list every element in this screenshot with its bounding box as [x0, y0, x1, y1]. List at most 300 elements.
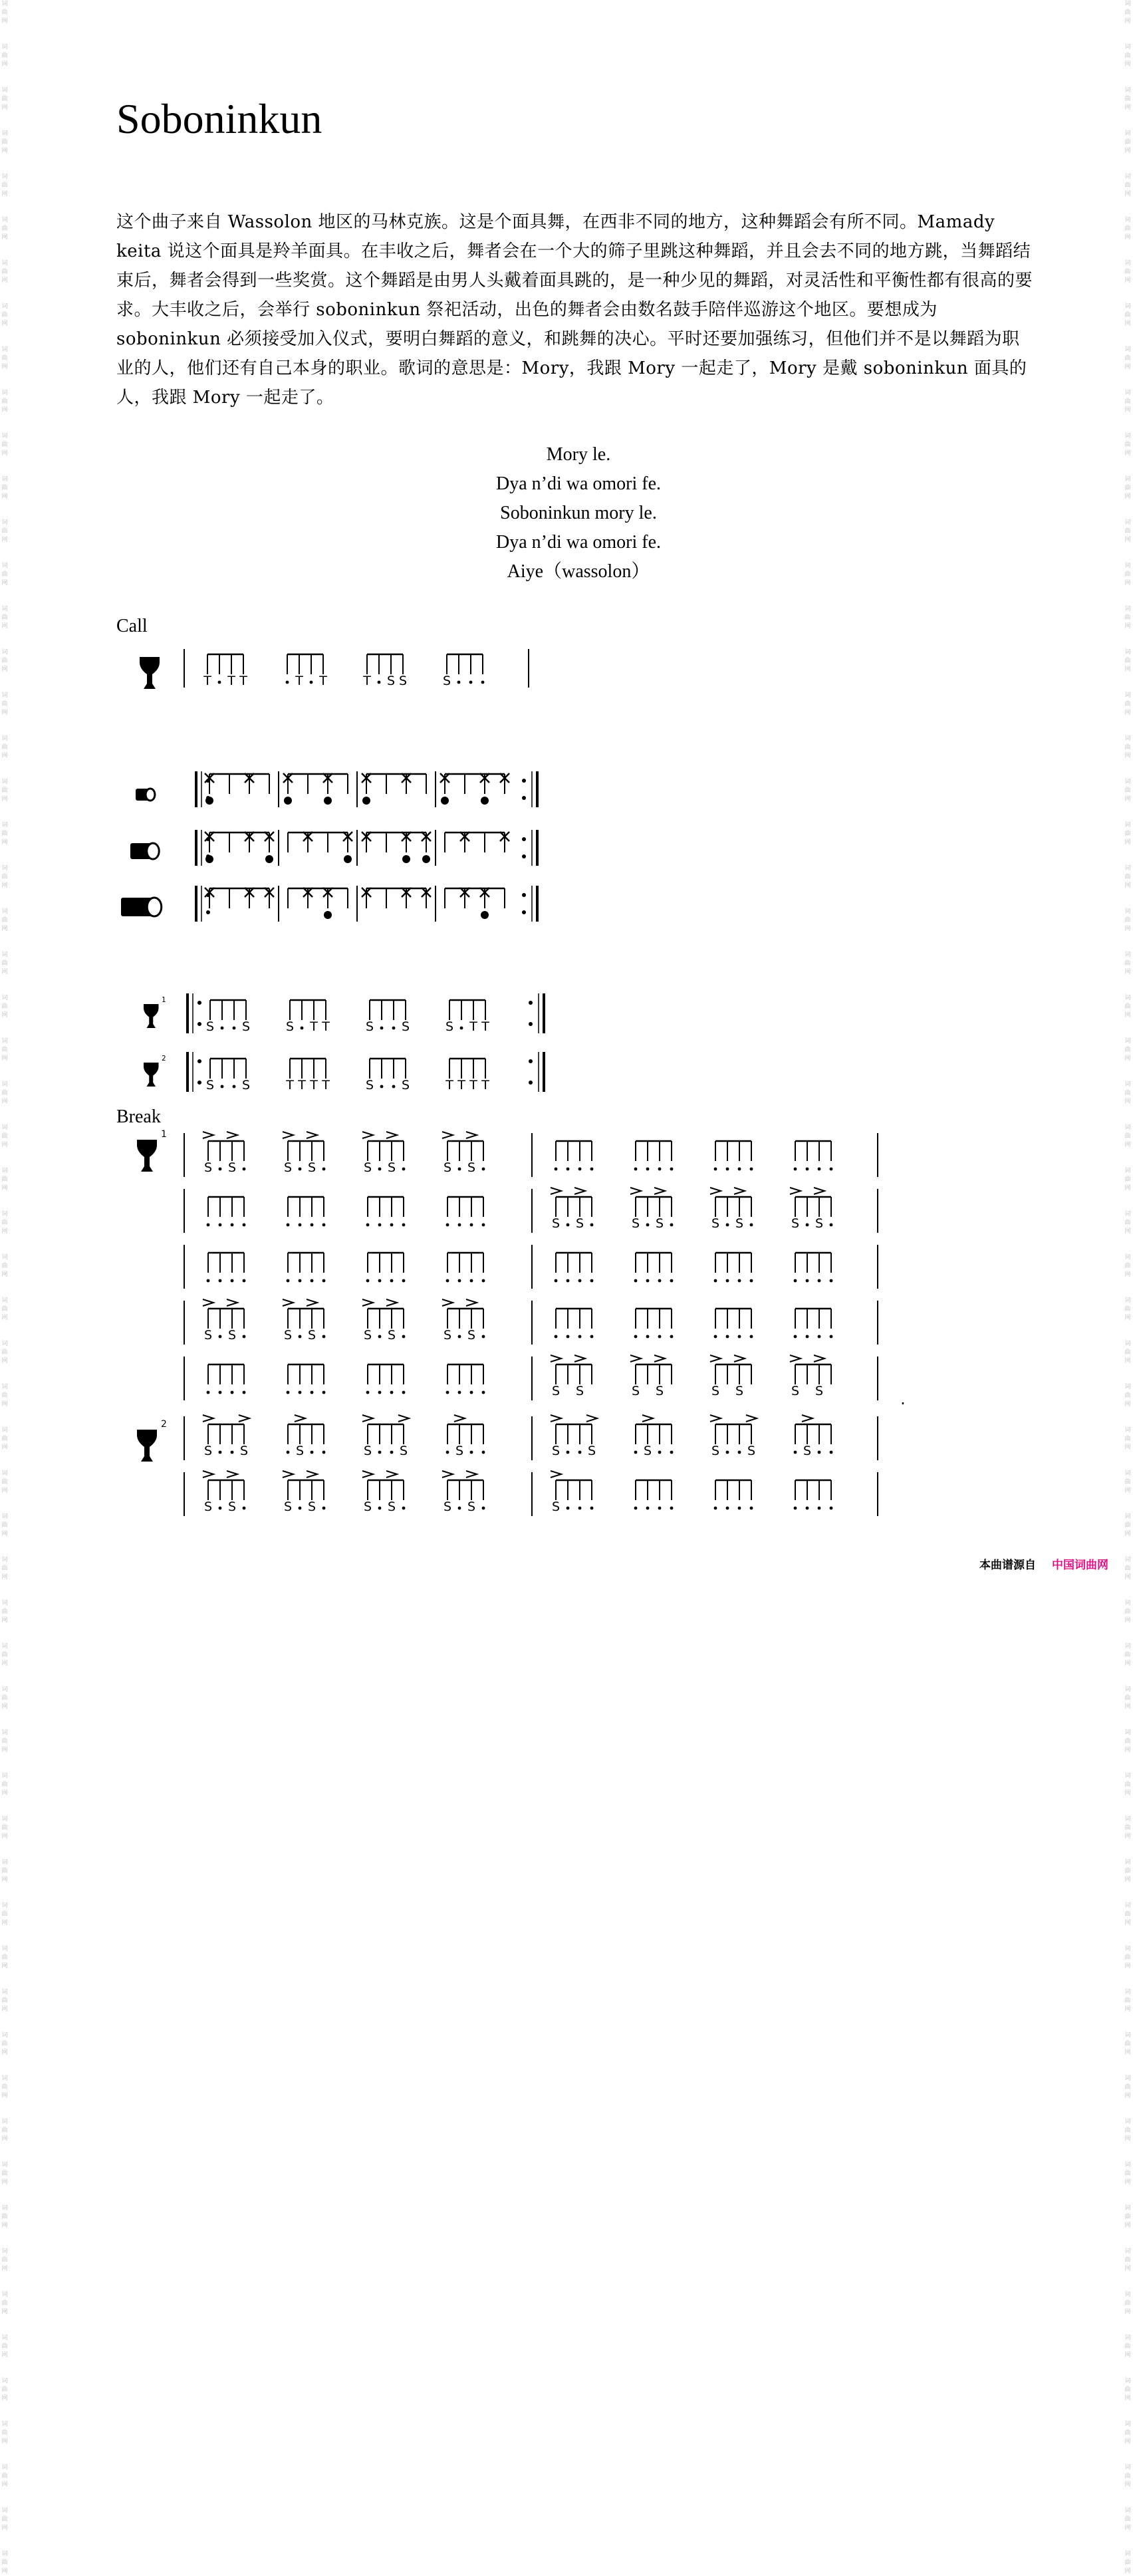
rest-dot [646, 1224, 650, 1227]
note-letter: S [711, 1384, 720, 1398]
rest-dot [446, 1224, 449, 1227]
bell-stroke [344, 855, 352, 863]
dunun-head [147, 843, 159, 859]
rest-dot [658, 1335, 662, 1339]
rest-dot [714, 1168, 717, 1171]
rest-dot [310, 681, 313, 684]
rest-dot [458, 1391, 461, 1394]
note-letter: S [307, 1328, 316, 1343]
note-letter: S [711, 1216, 720, 1231]
note-letter: S [467, 1328, 476, 1343]
note-letter: T [298, 1078, 306, 1093]
accent-mark [203, 1471, 213, 1478]
note-letter: S [387, 1160, 396, 1175]
footer-site-link[interactable]: 中国词曲网 [1052, 1559, 1108, 1572]
note-letter: S [307, 1160, 316, 1175]
repeat-dot [522, 837, 526, 841]
note-letter: S [401, 1019, 410, 1034]
rest-dot [378, 1224, 382, 1227]
note-letter: S [643, 1444, 652, 1458]
rest-dot [219, 1279, 222, 1283]
rest-dot [378, 1507, 382, 1510]
note-letter: S [283, 1499, 293, 1514]
accent-mark [442, 1299, 453, 1306]
note-letter: S [387, 1499, 396, 1514]
rest-dot [830, 1335, 833, 1339]
accent-mark [802, 1415, 813, 1422]
note-letter: S [791, 1216, 800, 1231]
rest-dot [566, 1507, 570, 1510]
bell-stroke [324, 911, 332, 919]
rest-dot [830, 1279, 833, 1283]
note-letter: T [239, 674, 247, 688]
rest-dot [566, 1451, 570, 1454]
rest-dot [806, 1507, 809, 1510]
rest-dot [470, 1224, 473, 1227]
note-letter: S [655, 1384, 664, 1398]
note-letter: S [443, 1499, 452, 1514]
rest-dot [392, 1085, 396, 1089]
note-letter: S [283, 1160, 293, 1175]
rest-dot [670, 1451, 674, 1454]
rest-dot [243, 1391, 246, 1394]
lyric-line: Aiye（wassolon） [507, 561, 650, 582]
rest-dot [750, 1507, 753, 1510]
rest-dot [322, 1507, 326, 1510]
note-letter: T [203, 674, 211, 688]
accent-mark [386, 1132, 397, 1138]
rest-dot [231, 1279, 234, 1283]
note-letter: T [322, 1019, 330, 1034]
rest-dot [458, 1279, 461, 1283]
rest-dot [219, 1451, 222, 1454]
accent-mark [227, 1299, 237, 1306]
repeat-dot [529, 1001, 533, 1005]
rest-dot [286, 681, 289, 684]
accent-mark [442, 1132, 453, 1138]
note-letter: T [310, 1019, 318, 1034]
rest-dot [231, 1224, 234, 1227]
rest-dot [311, 1224, 314, 1227]
rest-dot [590, 1335, 594, 1339]
accent-mark [466, 1471, 477, 1478]
rest-dot [219, 1335, 222, 1339]
rest-dot [482, 1391, 485, 1394]
rest-dot [380, 1085, 384, 1089]
note-letter: S [551, 1384, 561, 1398]
watermark-text: 词 曲 网 词 曲 网 词 曲 网 词 曲 网 词 曲 网 词 曲 网 词 曲 网 词 曲 网 词 曲 网 词 曲 网 词 曲 网 词 曲 网 词 曲 网 词 曲 网 词 曲 网 词 曲 网 词 曲 网 词 曲 网 词 曲 网 词 曲 网 词 曲 网 词 曲 网 词 曲 网 词 曲 网 词 曲 网 词 曲 网 词 曲 网 词 曲 网 词 曲 网 词 曲 网 词 曲 网 词 曲 网 词 曲 网 词 曲 网 词 曲 网 词 曲 网 词 曲 网 词 曲 网 词 曲 网 词 曲 网 词 曲 网 词 曲 网 词 曲 网 词 曲 网 词 曲 网 词 曲 网 词 曲 网 词 曲 网 词 曲 网 词 曲 网 词 曲 网 词 曲 网 词 曲 网 词 曲 网 词 曲 网 词 曲 网 词 曲 网 词 曲 网 词 曲 网 词 曲 网 [1, 1, 8, 2575]
rest-dot [233, 1085, 236, 1089]
bell-stroke [205, 797, 213, 805]
accent-mark [362, 1132, 373, 1138]
accent-mark [746, 1415, 757, 1422]
note-letter: T [469, 1019, 477, 1034]
rest-dot [402, 1168, 406, 1171]
intro-paragraph: 这个曲子来自 Wassolon 地区的马林克族。这是个面具舞，在西非不同的地方，这种舞蹈会有所不同。Mamady keita 说这个面具是羚羊面具。在丰收之后，舞者会在一个大的筛子里跳这种舞蹈，并且会去不同的地方跳，当舞蹈结束后，舞者会得到一些奖赏。这个舞蹈是由男人头戴着面具跳的，是一种少见的舞蹈，对灵活性和平衡性都有很高的要求。大丰收之后，会举行 soboninkun 祭祀活动，出色的舞者会由数名鼓手陪伴巡游这个地区。要想成为 soboninkun 必须接受加入仪式，要明白舞蹈的意义，和跳舞的决心。平时还要加强练习，但他们并不是以舞蹈为职业的人，他们还有自己本身的职业。歌词的意思是：Mory，我跟 Mory 一起走了，Mory 是戴 soboninkun 面具的人，我跟 Mory 一起走了。 [116, 212, 1033, 408]
rest-dot [566, 1335, 570, 1339]
dunun-head [146, 789, 155, 801]
accent-mark [307, 1471, 317, 1478]
note-letter: T [481, 1019, 489, 1034]
rest-dot [322, 1224, 326, 1227]
rest-dot [378, 1451, 382, 1454]
rest-dot [219, 1391, 222, 1394]
rest-dot [634, 1168, 638, 1171]
bell-stroke [205, 855, 213, 863]
rest-dot [590, 1224, 594, 1227]
note-letter: S [467, 1499, 476, 1514]
lyric-line: Soboninkun mory le. [500, 503, 657, 523]
repeat-dot [529, 1059, 533, 1063]
rest-dot [818, 1335, 821, 1339]
rest-dot [714, 1335, 717, 1339]
rest-dot [219, 1507, 222, 1510]
rest-dot [390, 1451, 394, 1454]
rest-dot [555, 1168, 558, 1171]
note-letter: S [205, 1019, 215, 1034]
rest-dot [634, 1335, 638, 1339]
rest-dot [207, 1224, 210, 1227]
note-letter: S [803, 1444, 812, 1458]
note-letter: T [310, 1078, 318, 1093]
repeat-dot [522, 910, 526, 914]
rest-dot [578, 1168, 582, 1171]
rest-dot [287, 1279, 290, 1283]
rest-dot [806, 1168, 809, 1171]
djembe-number: 1 [162, 996, 166, 1004]
note-letter: S [227, 1160, 237, 1175]
rest-dot [366, 1279, 370, 1283]
rest-dot [566, 1279, 570, 1283]
accent-mark [203, 1299, 213, 1306]
rest-dot [590, 1168, 594, 1171]
final-dot: . [900, 1390, 906, 1408]
repeat-dot [522, 779, 526, 783]
rest-dot [458, 1224, 461, 1227]
note-letter: S [443, 1160, 452, 1175]
note-letter: T [481, 1078, 489, 1093]
accent-mark [586, 1415, 597, 1422]
note-letter: T [286, 1078, 294, 1093]
lyric-line: Dya n’di wa omori fe. [495, 473, 662, 494]
bell-stroke [481, 911, 489, 919]
bell-stroke [284, 797, 292, 805]
rest-dot [322, 1168, 326, 1171]
rest-dot [243, 1507, 246, 1510]
accent-mark [203, 1132, 213, 1138]
bell-stroke [362, 797, 370, 805]
note-letter: S [631, 1216, 640, 1231]
note-letter: S [735, 1384, 744, 1398]
rest-dot [299, 1335, 302, 1339]
accent-mark [386, 1471, 397, 1478]
rest-dot [233, 1027, 236, 1030]
rest-dot [287, 1391, 290, 1394]
bell-stroke [441, 797, 449, 805]
bell-stroke [402, 855, 410, 863]
accent-mark [551, 1355, 561, 1362]
rest-dot [482, 1279, 485, 1283]
accent-mark [642, 1415, 653, 1422]
footer-credit: 本曲谱源自 [979, 1559, 1036, 1572]
accent-mark [239, 1415, 249, 1422]
rest-dot [738, 1335, 741, 1339]
rest-dot [670, 1224, 674, 1227]
note-letter: S [203, 1444, 213, 1458]
rest-dot [794, 1168, 797, 1171]
djembe-shape [144, 1063, 159, 1087]
rest-dot [470, 1391, 473, 1394]
rest-dot [658, 1168, 662, 1171]
rest-dot [830, 1224, 833, 1227]
rest-dot [726, 1224, 729, 1227]
rest-dot [634, 1279, 638, 1283]
rest-dot [446, 1279, 449, 1283]
rest-dot [646, 1335, 650, 1339]
note-letter: S [398, 674, 408, 688]
djembe-2-icon [144, 1055, 166, 1087]
note-letter: T [227, 674, 235, 688]
note-letter: T [322, 1078, 330, 1093]
note-letter: S [401, 1078, 410, 1093]
rest-dot [458, 1335, 461, 1339]
bell-stroke [265, 855, 273, 863]
rest-dot [738, 1279, 741, 1283]
rest-dot [402, 1507, 406, 1510]
rest-dot [482, 1507, 485, 1510]
note-letter: S [203, 1499, 213, 1514]
accent-mark [283, 1299, 293, 1306]
bell-stroke [422, 855, 430, 863]
note-letter: S [455, 1444, 464, 1458]
note-letter: S [735, 1216, 744, 1231]
rest-dot [402, 1224, 406, 1227]
rest-dot [750, 1335, 753, 1339]
djembe-number: 1 [161, 1129, 167, 1140]
accent-mark [362, 1415, 373, 1422]
repeat-dot [522, 796, 526, 800]
accent-mark [551, 1415, 561, 1422]
accent-mark [574, 1355, 585, 1362]
rest-dot [322, 1335, 326, 1339]
accent-mark [814, 1355, 824, 1362]
rest-dot [481, 681, 485, 684]
repeat-dot [522, 893, 526, 897]
rest-dot [469, 681, 473, 684]
rest-dot [738, 1507, 741, 1510]
note-letter: S [551, 1216, 561, 1231]
accent-mark [386, 1299, 397, 1306]
lyric-line: Dya n’di wa omori fe. [495, 532, 662, 553]
rest-dot [221, 1085, 224, 1089]
note-letter: S [815, 1384, 824, 1398]
rest-dot [287, 1451, 290, 1454]
note-letter: S [386, 674, 396, 688]
repeat-dot [197, 1059, 201, 1063]
note-letter: S [575, 1384, 584, 1398]
lyric-line: Mory le. [546, 444, 611, 465]
note-letter: S [363, 1444, 372, 1458]
accent-mark [790, 1188, 801, 1194]
rest-dot [299, 1279, 302, 1283]
rest-dot [670, 1168, 674, 1171]
note-letter: S [791, 1384, 800, 1398]
bell-stroke [481, 797, 489, 805]
note-letter: T [295, 674, 303, 688]
section-label-call: Call [116, 616, 148, 636]
rest-dot [231, 1451, 234, 1454]
note-letter: S [387, 1328, 396, 1343]
rest-dot [566, 1224, 570, 1227]
rest-dot [458, 1507, 461, 1510]
accent-mark [814, 1188, 824, 1194]
accent-mark [283, 1132, 293, 1138]
repeat-dot [197, 1001, 201, 1005]
rest-dot [830, 1451, 833, 1454]
page-title: Soboninkun [116, 95, 322, 142]
djembe-shape [137, 1430, 157, 1462]
rest-dot [470, 1279, 473, 1283]
accent-mark [710, 1355, 721, 1362]
djembe-number: 2 [162, 1055, 166, 1063]
rest-dot [634, 1507, 638, 1510]
rest-dot [218, 681, 221, 684]
note-letter: S [307, 1499, 316, 1514]
rest-dot [738, 1451, 741, 1454]
dunun-head [147, 898, 162, 916]
accent-mark [203, 1415, 213, 1422]
rest-dot [806, 1224, 809, 1227]
rest-dot [482, 1335, 485, 1339]
accent-mark [734, 1188, 745, 1194]
accent-mark [630, 1355, 641, 1362]
rest-dot [322, 1391, 326, 1394]
rest-dot [446, 1391, 449, 1394]
rest-dot [806, 1279, 809, 1283]
rest-dot [726, 1335, 729, 1339]
rest-dot [446, 1451, 449, 1454]
djembe-shape [144, 1004, 159, 1028]
note-letter: T [363, 674, 371, 688]
djembe-shape [140, 657, 160, 689]
rest-dot [402, 1279, 406, 1283]
rest-dot [646, 1507, 650, 1510]
rest-dot [830, 1507, 833, 1510]
rest-dot [794, 1507, 797, 1510]
rest-dot [578, 1335, 582, 1339]
djembe-shape [137, 1140, 157, 1172]
rest-dot [458, 1168, 461, 1171]
note-letter: S [445, 1019, 454, 1034]
rest-dot [402, 1391, 406, 1394]
rest-dot [392, 1027, 396, 1030]
watermark-text: 词 曲 网 词 曲 网 词 曲 网 词 曲 网 词 曲 网 词 曲 网 词 曲 网 词 曲 网 词 曲 网 词 曲 网 词 曲 网 词 曲 网 词 曲 网 词 曲 网 词 曲 网 词 曲 网 词 曲 网 词 曲 网 词 曲 网 词 曲 网 词 曲 网 词 曲 网 词 曲 网 词 曲 网 词 曲 网 词 曲 网 词 曲 网 词 曲 网 词 曲 网 词 曲 网 词 曲 网 词 曲 网 词 曲 网 词 曲 网 词 曲 网 词 曲 网 词 曲 网 词 曲 网 词 曲 网 词 曲 网 词 曲 网 词 曲 网 词 曲 网 词 曲 网 词 曲 网 词 曲 网 词 曲 网 词 曲 网 词 曲 网 词 曲 网 词 曲 网 词 曲 网 词 曲 网 词 曲 网 词 曲 网 词 曲 网 词 曲 网 词 曲 网 词 曲 网 词 曲 网 [1124, 1, 1131, 2575]
note-letter: S [285, 1019, 295, 1034]
note-letter: S [283, 1328, 293, 1343]
note-letter: S [399, 1444, 408, 1458]
rest-dot [818, 1451, 821, 1454]
note-letter: S [815, 1216, 824, 1231]
note-letter: S [203, 1328, 213, 1343]
note-letter: S [631, 1384, 640, 1398]
rest-dot [470, 1451, 473, 1454]
rest-dot [482, 1224, 485, 1227]
rest-dot [390, 1224, 394, 1227]
note-letter: S [363, 1328, 372, 1343]
accent-mark [362, 1299, 373, 1306]
rest-dot [578, 1451, 582, 1454]
rest-dot [460, 1027, 463, 1030]
rest-dot [714, 1507, 717, 1510]
rest-dot [231, 1391, 234, 1394]
note-letter: S [747, 1444, 756, 1458]
note-letter: S [363, 1499, 372, 1514]
rest-dot [301, 1027, 304, 1030]
rest-dot [794, 1451, 797, 1454]
note-letter: S [587, 1444, 596, 1458]
note-letter: S [443, 1328, 452, 1343]
rest-dot [818, 1507, 821, 1510]
repeat-dot [522, 854, 526, 858]
rest-dot [243, 1224, 246, 1227]
rest-dot [555, 1335, 558, 1339]
rest-dot [726, 1507, 729, 1510]
note-letter: S [227, 1328, 237, 1343]
rest-dot [311, 1391, 314, 1394]
rest-dot [322, 1451, 326, 1454]
note-letter: S [551, 1444, 561, 1458]
note-letter: T [469, 1078, 477, 1093]
accent-mark [283, 1471, 293, 1478]
accent-mark [307, 1299, 317, 1306]
accent-mark [227, 1471, 237, 1478]
accent-mark [454, 1415, 465, 1422]
accent-mark [398, 1415, 409, 1422]
rest-dot [299, 1168, 302, 1171]
note-letter: T [445, 1078, 453, 1093]
rest-dot [634, 1451, 638, 1454]
accent-mark [466, 1299, 477, 1306]
djembe-icon [140, 657, 160, 689]
rest-dot [457, 681, 461, 684]
rest-dot [726, 1279, 729, 1283]
accent-mark [734, 1355, 745, 1362]
rest-dot [670, 1279, 674, 1283]
rest-dot [646, 1279, 650, 1283]
note-letter: S [442, 674, 451, 688]
note-letter: S [467, 1160, 476, 1175]
note-letter: T [319, 674, 327, 688]
rest-dot [658, 1507, 662, 1510]
rest-dot [378, 1168, 382, 1171]
bell-stroke [324, 797, 332, 805]
rest-dot [311, 1451, 314, 1454]
note-letter: S [363, 1160, 372, 1175]
rest-dot [794, 1335, 797, 1339]
rest-dot [243, 1279, 246, 1283]
rest-dot [311, 1279, 314, 1283]
accent-mark [466, 1132, 477, 1138]
rest-dot [299, 1391, 302, 1394]
note-letter: S [655, 1216, 664, 1231]
accent-mark [790, 1355, 801, 1362]
note-letter: S [711, 1444, 720, 1458]
note-letter: S [241, 1019, 251, 1034]
note-letter: S [241, 1078, 251, 1093]
rest-dot [750, 1279, 753, 1283]
rest-dot [658, 1279, 662, 1283]
rest-dot [221, 1027, 224, 1030]
